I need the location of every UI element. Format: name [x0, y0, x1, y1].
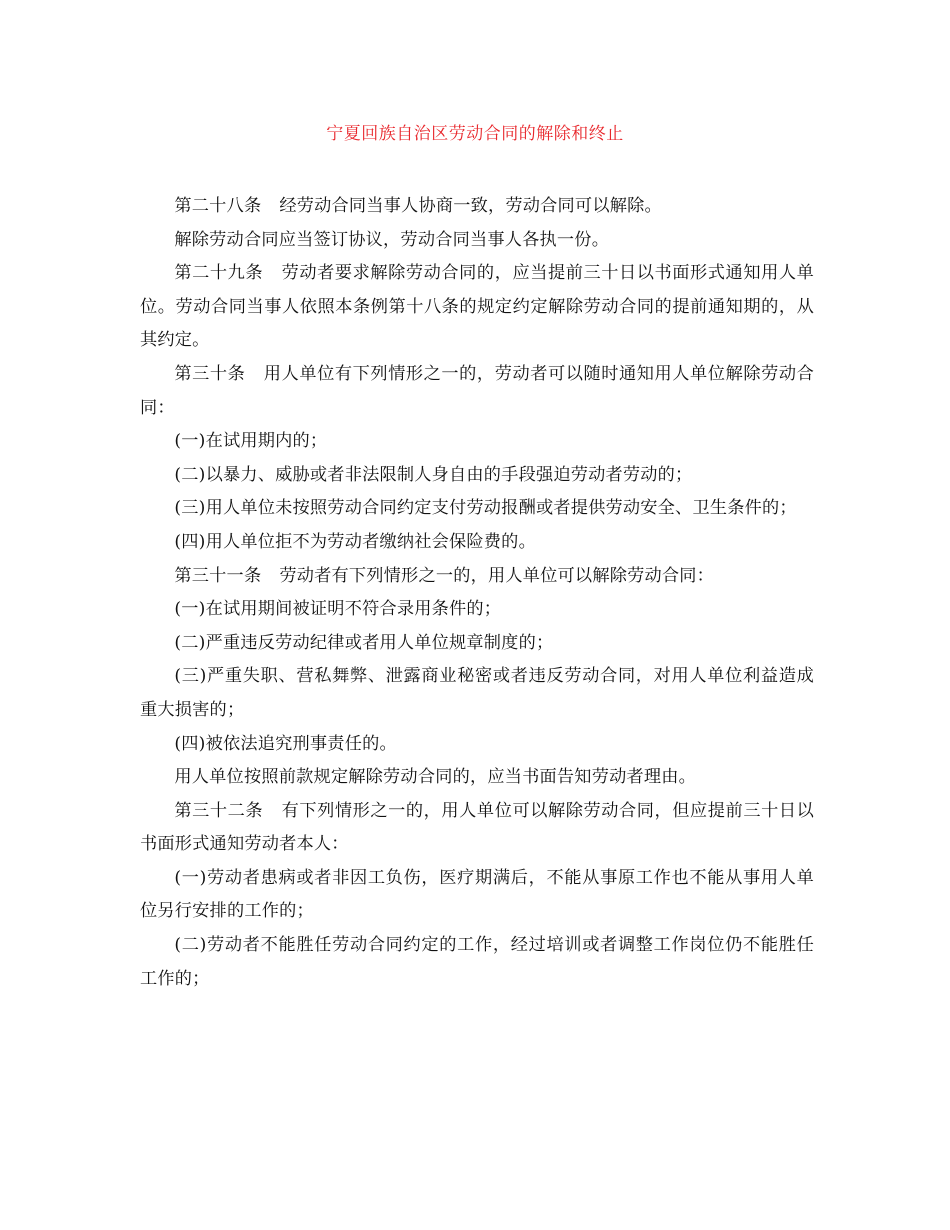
paragraph-text: 经劳动合同当事人协商一致，劳动合同可以解除。: [279, 196, 662, 216]
paragraph-text: (二)劳动者不能胜任劳动合同约定的工作，经过培训或者调整工作岗位仍不能胜任工作的；: [140, 935, 814, 989]
article-number: 第二十九条: [174, 263, 264, 284]
paragraph-text: (二)严重违反劳动纪律或者用人单位规章制度的；: [174, 632, 554, 653]
document-body: [140, 190, 814, 996]
paragraph: [140, 190, 814, 224]
list-item: [140, 627, 814, 661]
paragraph-text: 有下列情形之一的，用人单位可以解除劳动合同，但应提前三十日以书面形式通知劳动者本人：: [140, 800, 814, 855]
paragraph-text: 用人单位有下列情形之一的，劳动者可以随时通知用人单位解除劳动合同：: [140, 363, 814, 418]
paragraph: [140, 358, 814, 425]
list-item: [140, 929, 814, 996]
article-number: 第二十八条: [174, 196, 262, 216]
paragraph-text: 用人单位按照前款规定解除劳动合同的，应当书面告知劳动者理由。: [174, 767, 697, 788]
paragraph-text: 劳动者有下列情形之一的，用人单位可以解除劳动合同：: [279, 565, 715, 586]
list-item: [140, 660, 814, 727]
list-item: [140, 526, 814, 560]
paragraph-text: (二)以暴力、威胁或者非法限制人身自由的手段强迫劳动者劳动的；: [174, 464, 693, 485]
article-number: 第三十条: [174, 363, 246, 384]
paragraph-text: (一)在试用期间被证明不符合录用条件的；: [174, 599, 502, 620]
paragraph: [140, 257, 814, 358]
paragraph-text: 劳动者要求解除劳动合同的，应当提前三十日以书面形式通知用人单位。劳动合同当事人依照本条例第十八条的规定约定解除劳动合同的提前通知期的，从其约定。: [140, 263, 814, 351]
paragraph: [140, 224, 814, 258]
paragraph-text: (四)用人单位拒不为劳动者缴纳社会保险费的。: [174, 531, 536, 552]
paragraph: [140, 761, 814, 795]
list-item: [140, 862, 814, 929]
article-number: 第三十一条: [174, 565, 262, 586]
list-item: [140, 459, 814, 493]
list-item: [140, 492, 814, 526]
list-item: [140, 425, 814, 459]
paragraph-text: (一)劳动者患病或者非因工负伤，医疗期满后，不能从事原工作也不能从事用人单位另行安排的工作的；: [140, 867, 814, 922]
paragraph-text: (一)在试用期内的；: [174, 431, 328, 452]
paragraph-text: (三)用人单位未按照劳动合同约定支付劳动报酬或者提供劳动安全、卫生条件的；: [174, 498, 797, 519]
paragraph: [140, 795, 814, 862]
document-title: 宁夏回族自治区劳动合同的解除和终止: [326, 124, 624, 144]
article-number: 第三十二条: [174, 800, 264, 821]
paragraph-text: (三)严重失职、营私舞弊、泄露商业秘密或者违反劳动合同，对用人单位利益造成重大损害的；: [140, 666, 814, 720]
paragraph-text: 解除劳动合同应当签订协议，劳动合同当事人各执一份。: [174, 229, 610, 250]
list-item: [140, 593, 814, 627]
paragraph-text: (四)被依法追究刑事责任的。: [174, 733, 397, 754]
paragraph: [140, 560, 814, 594]
list-item: [140, 728, 814, 762]
